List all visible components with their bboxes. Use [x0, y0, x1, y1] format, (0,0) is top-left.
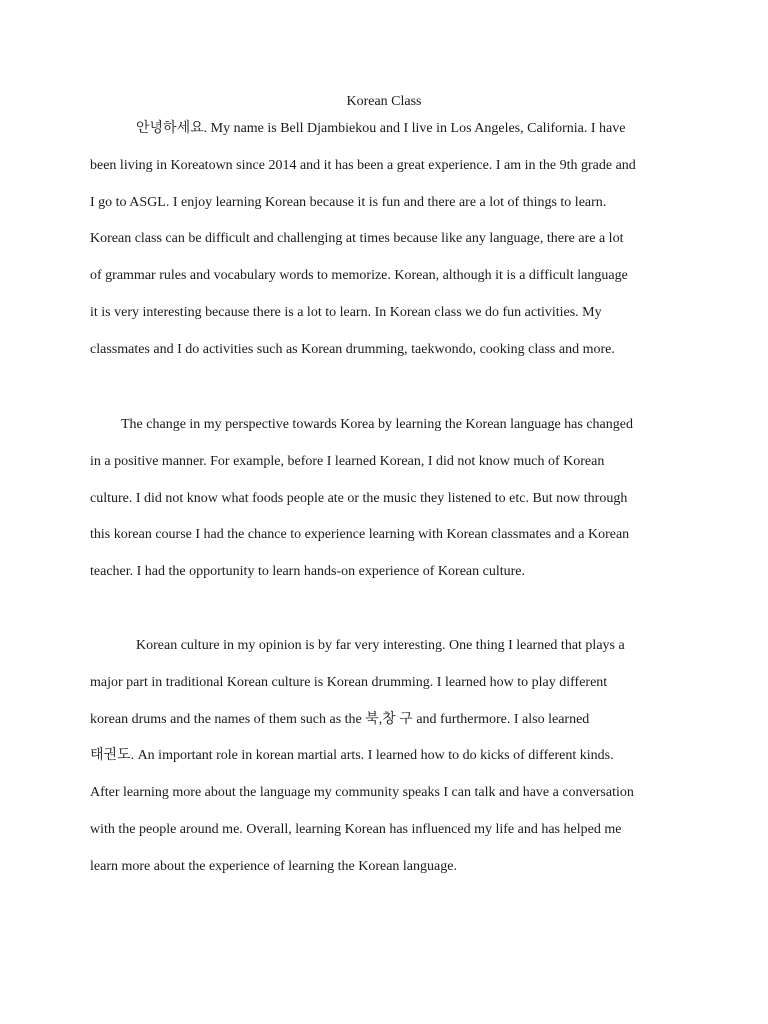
text-line: classmates and I do activities such as Korean drumming, taekwondo, cooking class and more. — [90, 341, 615, 357]
text-line: major part in traditional Korean culture is Korean drumming. I learned how to play different — [90, 674, 608, 690]
text-line: this korean course I had the chance to experience learning with Korean classmates and a Korean — [90, 527, 630, 543]
text-line: teacher. I had the opportunity to learn hands-on experience of Korean culture. — [90, 564, 525, 580]
paragraph-2 — [90, 407, 690, 591]
text-line: The change in my perspective towards Korea by learning the Korean language has changed — [121, 417, 633, 432]
text-line: 태권도. An important role in korean martial arts. I learned how to do kicks of different kinds. — [90, 748, 614, 764]
paragraph-1 — [90, 111, 690, 369]
text-line: I go to ASGL. I enjoy learning Korean because it is fun and there are a lot of things to learn. — [90, 194, 607, 210]
text-line: been living in Koreatown since 2014 and it has been a great experience. I am in the 9th grade and — [90, 157, 636, 173]
text-line: korean drums and the names of them such as the 북,창 구 and furthermore. I also learned — [90, 711, 590, 727]
text-line: 안녕하세요. My name is Bell Djambiekou and I live in Los Angeles, California. I have — [136, 121, 626, 136]
text-line: learn more about the experience of learning the Korean language. — [90, 858, 457, 874]
text-line: with the people around me. Overall, learning Korean has influenced my life and has helped me — [90, 821, 622, 837]
text-line: it is very interesting because there is a lot to learn. In Korean class we do fun activities. My — [90, 304, 602, 320]
text-line: of grammar rules and vocabulary words to memorize. Korean, although it is a difficult language — [90, 268, 628, 284]
text-line: Korean culture in my opinion is by far very interesting. One thing I learned that plays a — [136, 638, 625, 653]
document-title: Korean Class — [346, 94, 422, 109]
text-line: in a positive manner. For example, before I learned Korean, I did not know much of Korean — [90, 453, 605, 469]
text-line: After learning more about the language my community speaks I can talk and have a conversation — [90, 785, 634, 801]
paragraph-3 — [90, 628, 690, 886]
text-line: culture. I did not know what foods people ate or the music they listened to etc. But now through — [90, 490, 628, 506]
text-line: Korean class can be difficult and challenging at times because like any language, there are a lot — [90, 231, 624, 247]
